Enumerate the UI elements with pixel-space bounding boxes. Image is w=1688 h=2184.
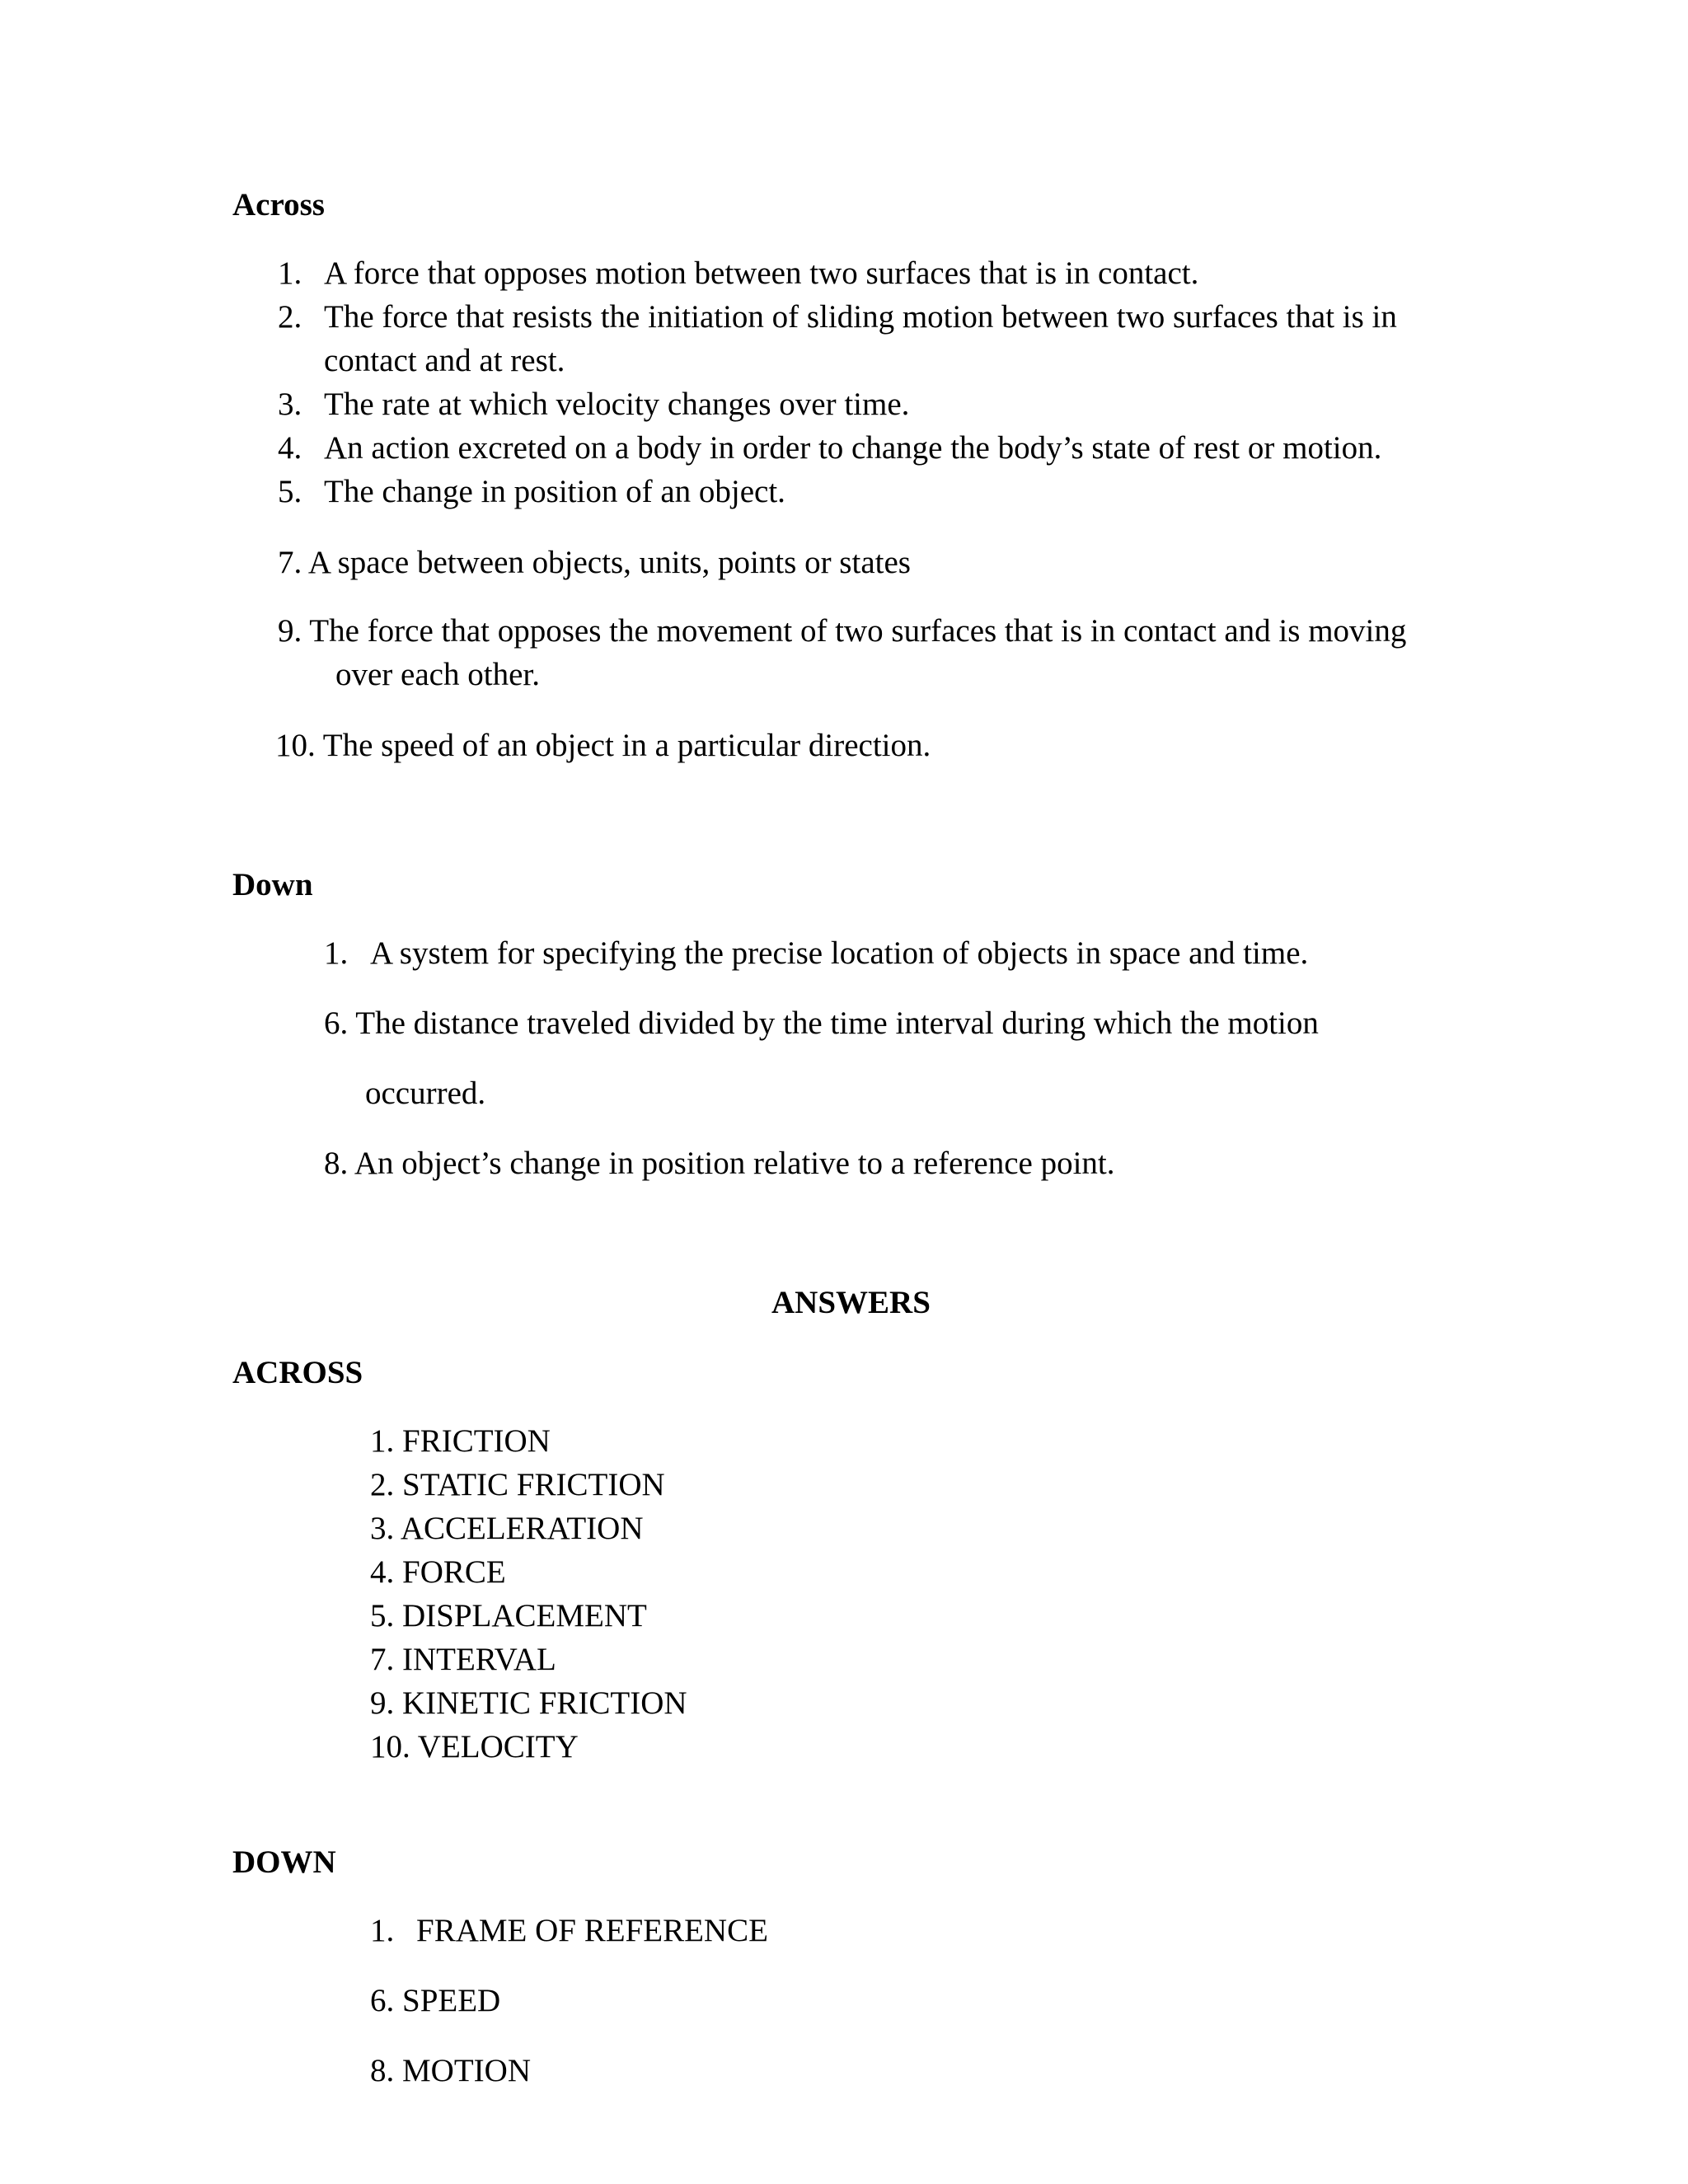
- clue-across-2-continuation: contact and at rest.: [324, 343, 565, 378]
- answers-down-heading: DOWN: [232, 1844, 336, 1880]
- answer-across-5: 5. DISPLACEMENT: [370, 1598, 647, 1633]
- answer-across-3: 3. ACCELERATION: [370, 1511, 644, 1546]
- clue-across-1-number: 1.: [278, 255, 302, 291]
- clue-across-5-number: 5.: [278, 474, 302, 509]
- answer-down-8: 8. MOTION: [370, 2053, 531, 2088]
- clue-across-9: 9. The force that opposes the movement of two surfaces that is in contact and is moving: [278, 613, 1407, 649]
- clue-across-2-number: 2.: [278, 299, 302, 335]
- clue-across-3-number: 3.: [278, 387, 302, 422]
- answer-across-10: 10. VELOCITY: [370, 1729, 579, 1765]
- down-heading: Down: [232, 867, 313, 902]
- answer-down-1-number: 1.: [370, 1913, 395, 1948]
- answer-across-7: 7. INTERVAL: [370, 1642, 556, 1677]
- answer-across-4: 4. FORCE: [370, 1554, 506, 1590]
- clue-across-2: The force that resists the initiation of sliding motion between two surfaces that is in: [324, 299, 1397, 335]
- clue-down-8: 8. An object’s change in position relative to a reference point.: [324, 1146, 1115, 1181]
- answer-down-1: FRAME OF REFERENCE: [416, 1913, 768, 1948]
- clue-down-1: A system for specifying the precise location of objects in space and time.: [370, 935, 1309, 971]
- answer-across-2: 2. STATIC FRICTION: [370, 1467, 665, 1502]
- answer-across-1: 1. FRICTION: [370, 1423, 551, 1459]
- clue-across-3: The rate at which velocity changes over time.: [324, 387, 910, 422]
- clue-across-10: 10. The speed of an object in a particular direction.: [275, 728, 931, 763]
- clue-across-9-continuation: over each other.: [335, 657, 540, 692]
- clue-across-4: An action excreted on a body in order to change the body’s state of rest or motion.: [324, 430, 1382, 466]
- across-heading: Across: [232, 187, 325, 223]
- clue-across-1: A force that opposes motion between two surfaces that is in contact.: [324, 255, 1199, 291]
- answers-across-heading: ACROSS: [232, 1355, 363, 1390]
- clue-across-4-number: 4.: [278, 430, 302, 466]
- clue-across-5: The change in position of an object.: [324, 474, 785, 509]
- clue-down-1-number: 1.: [324, 935, 349, 971]
- answer-across-9: 9. KINETIC FRICTION: [370, 1685, 687, 1721]
- answers-title: ANSWERS: [771, 1285, 931, 1320]
- clue-across-7: 7. A space between objects, units, points or states: [278, 545, 911, 580]
- clue-down-6-continuation: occurred.: [365, 1076, 486, 1111]
- clue-down-6: 6. The distance traveled divided by the time interval during which the motion: [324, 1005, 1319, 1041]
- answer-down-6: 6. SPEED: [370, 1983, 501, 2018]
